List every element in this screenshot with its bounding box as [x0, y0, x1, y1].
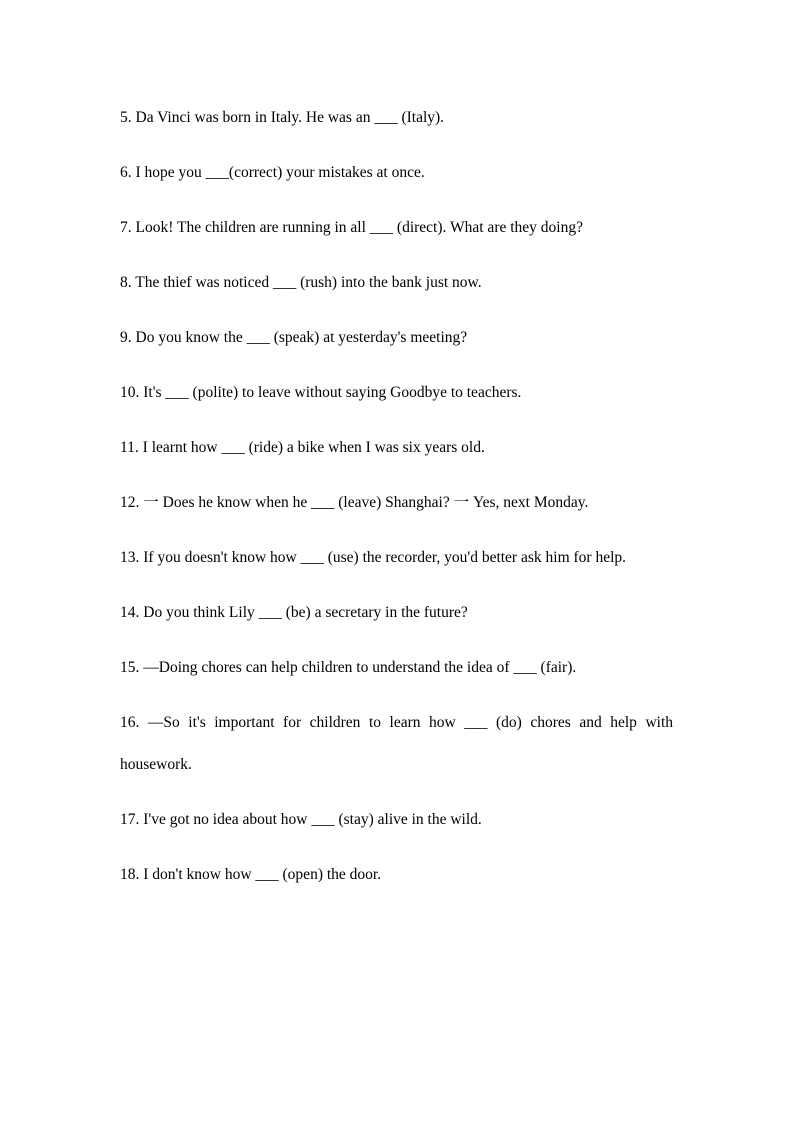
question-15: 15. —Doing chores can help children to understand the idea of ___ (fair).	[120, 659, 577, 676]
question-12: 12. 一 Does he know when he ___ (leave) Shanghai? 一 Yes, next Monday.	[120, 494, 589, 511]
question-18: 18. I don't know how ___ (open) the door.	[120, 866, 382, 883]
question-10: 10. It's ___ (polite) to leave without saying Goodbye to teachers.	[120, 384, 522, 401]
question-16: 16. —So it's important for children to learn how ___ (do) chores and help with housework.	[120, 714, 673, 773]
question-13: 13. If you doesn't know how ___ (use) the recorder, you'd better ask him for help.	[120, 549, 627, 566]
question-list	[120, 97, 673, 909]
question-5: 5. Da Vinci was born in Italy. He was an ___ (Italy).	[120, 109, 445, 126]
question-7: 7. Look! The children are running in all ___ (direct). What are they doing?	[120, 219, 583, 236]
question-8: 8. The thief was noticed ___ (rush) into the bank just now.	[120, 274, 482, 291]
question-17: 17. I've got no idea about how ___ (stay) alive in the wild.	[120, 811, 482, 828]
question-6: 6. I hope you ___(correct) your mistakes at once.	[120, 164, 425, 181]
question-11: 11. I learnt how ___ (ride) a bike when I was six years old.	[120, 439, 485, 456]
question-14: 14. Do you think Lily ___ (be) a secretary in the future?	[120, 604, 468, 621]
question-9: 9. Do you know the ___ (speak) at yesterday's meeting?	[120, 329, 468, 346]
